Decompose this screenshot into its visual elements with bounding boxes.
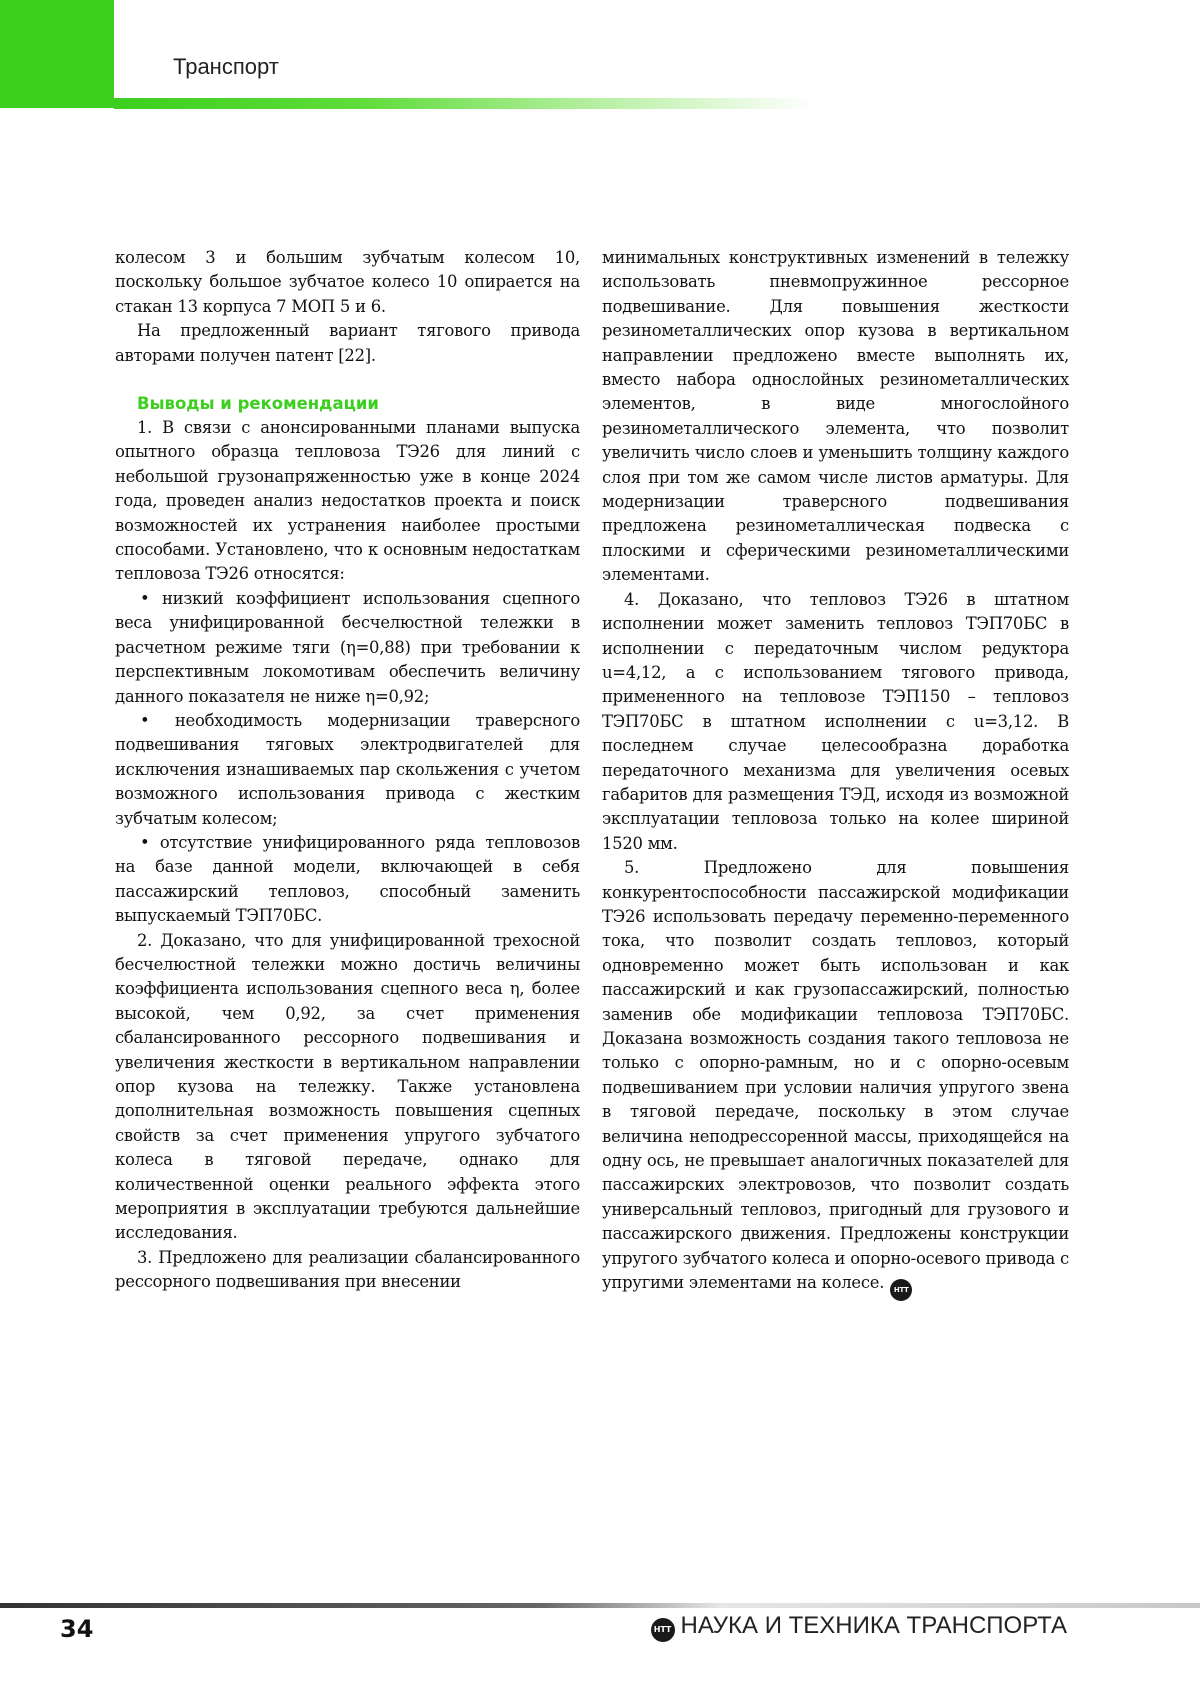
header-green-block xyxy=(0,0,114,108)
conclusion-item-4: 4. Доказано, что тепловоз ТЭ26 в штатном исполнении может заменить тепловоз ТЭП70БС в исполнении с передаточным числом редуктора u=4,12, а с использованием тягового привода, примененного на тепловозе ТЭП150 – тепловоз ТЭП70БС в штатном исполнении с u=3,12. В последнем случае целесообразна доработка передаточного механизма для увеличения осевых габаритов для размещения ТЭД, исходя из возможной эксплуатации тепловоза только на колее шириной 1520 мм. xyxy=(602,589,1069,853)
section-title: Транспорт xyxy=(173,54,279,79)
paragraph: колесом 3 и большим зубчатым колесом 10, поскольку большое зубчатое колесо 10 опирается на стакан 13 корпуса 7 МОП 5 и 6. xyxy=(115,248,580,316)
end-mark-icon: НТТ xyxy=(890,1279,912,1301)
header-rule xyxy=(114,98,814,109)
paragraph: минимальных конструктивных изменений в тележку использовать пневмопружинное рессорное подвешивание. Для повышения жесткости резинометаллических опор кузова в вертикальном направлении предложено вместе выполнять их, вместо набора однослойных резинометаллических элементов, в виде многослойного резинометаллического элемента, что позволит увеличить число слоев и уменьшить толщину каждого слоя при том же самом числе листов арматуры. Для модернизации траверсного подвешивания предложена резинометаллическая подвеска с плоскими и сферическими резинометаллическими элементами. xyxy=(602,248,1069,585)
bullet-item: • отсутствие унифицированного ряда тепловозов на базе данной модели, включающей в себя пассажирский тепловоз, способный заменить выпускаемый ТЭП70БС. xyxy=(115,832,580,926)
page-number: 34 xyxy=(60,1615,94,1643)
journal-name: НАУКА И ТЕХНИКА ТРАНСПОРТА xyxy=(680,1612,1067,1639)
conclusion-item-1: 1. В связи с анонсированными планами выпуска опытного образца тепловоза ТЭ26 для линий с небольшой грузонапряженностью уже в конце 2024 года, проведен анализ недостатков проекта и поиск возможностей их устранения наиболее простыми способами. Установлено, что к основным недостаткам тепловоза ТЭ26 относятся: xyxy=(115,418,580,584)
journal-title xyxy=(651,1612,1067,1642)
conclusion-item-5 xyxy=(602,856,1069,1301)
conclusion-item-2: 2. Доказано, что для унифицированной трехосной бесчелюстной тележки можно достичь величины коэффициента использования сцепного веса η, более высокой, чем 0,92, за счет применения сбалансированного рессорного подвешивания и увеличения жесткости в вертикальном направлении опор кузова на тележку. Также установлена дополнительная возможность повышения сцепных свойств за счет применения упругого зубчатого колеса в тяговой передаче, однако для количественной оценки реального эффекта этого мероприятия в эксплуатации требуются дальнейшие исследования. xyxy=(115,930,580,1243)
paragraph: На предложенный вариант тягового привода авторами получен патент [22]. xyxy=(115,321,580,365)
section-heading: Выводы и рекомендации xyxy=(137,394,379,414)
right-column xyxy=(602,246,1069,1301)
bullet-item: • необходимость модернизации траверсного подвешивания тяговых электродвигателей для исключения изнашиваемых пар скольжения с учетом возможного использования привода с жестким зубчатым колесом; xyxy=(115,710,580,828)
left-column xyxy=(115,246,580,1295)
journal-logo-icon: НТТ xyxy=(651,1618,675,1642)
conclusion-item-5-text: 5. Предложено для повышения конкурентоспособности пассажирской модификации ТЭ26 использовать передачу переменно-переменного тока, что позволит создать тепловоз, который одновременно может быть использован и как пассажирский и как грузопассажирский, полностью заменив обе модификации тепловоза ТЭП70БС. Доказана возможность создания такого тепловоза не только с опорно-рамным, но и с опорно-осевым подвешиванием при условии наличия упругого звена в тяговой передаче, поскольку в этом случае величина неподрессоренной массы, приходящейся на одну ось, не превышает аналогичных показателей для пассажирских электровозов, что позволит создать универсальный тепловоз, пригодный для грузового и пассажирского движения. Предложены конструкции упругого зубчатого колеса и опорно-осевого привода с упругими элементами на колесе. xyxy=(602,858,1069,1293)
bullet-item: • низкий коэффициент использования сцепного веса унифицированной бесчелюстной тележки в расчетном режиме тяги (η=0,88) при требовании к перспективным локомотивам обеспечить величину данного показателя не ниже η=0,92; xyxy=(115,588,580,706)
footer-rule xyxy=(0,1603,1200,1608)
conclusion-item-3: 3. Предложено для реализации сбалансированного рессорного подвешивания при внесении xyxy=(115,1247,580,1292)
